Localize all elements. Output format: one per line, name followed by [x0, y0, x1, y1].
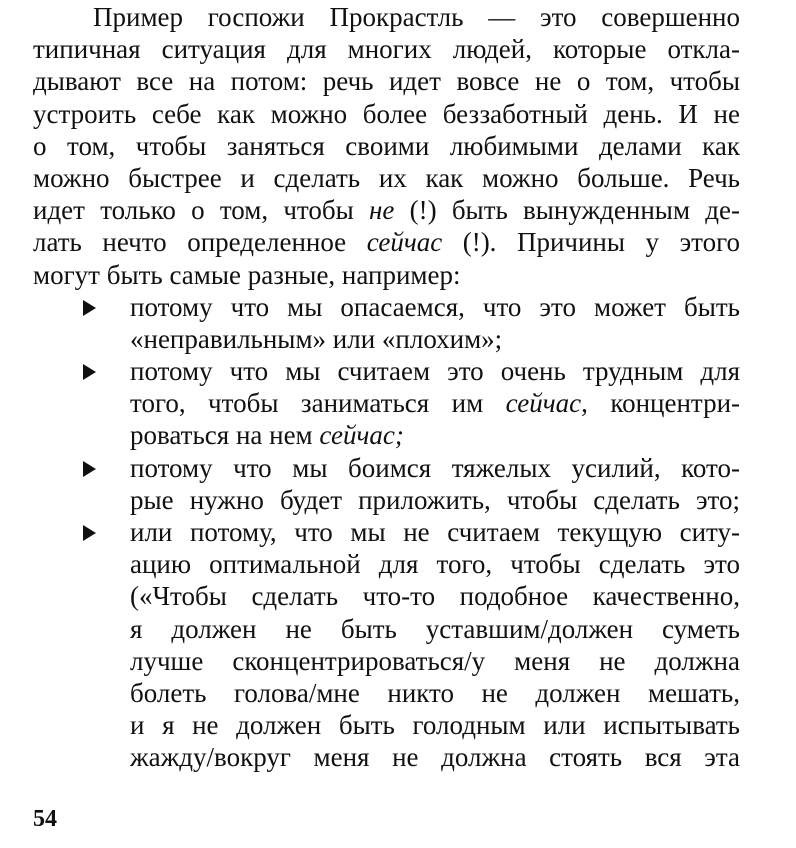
- italic-emphasis: сейчас: [366, 227, 443, 258]
- triangle-bullet-icon: [83, 300, 96, 316]
- text-line: [33, 387, 740, 419]
- text-span: лать нечто определенное: [33, 227, 367, 258]
- text-span: идет только о том, чтобы: [33, 195, 369, 226]
- text-line: Пример госпожи Прокрастль — это совершенно: [93, 2, 740, 32]
- text-line: болеть голова/мне никто не должен мешать,: [130, 677, 740, 708]
- text-span: или потому, что мы не считаем текущую ситу-: [130, 517, 740, 547]
- text-line: [33, 226, 740, 258]
- text-span: потому что мы считаем это очень трудным для: [130, 356, 740, 387]
- text-span: , концентри-: [581, 388, 741, 419]
- bullet-item: [33, 516, 740, 548]
- text-line: «неправильным» или «плохим»;: [130, 323, 503, 354]
- text-span: того, чтобы заниматься им: [130, 388, 506, 419]
- text-line: [33, 419, 740, 451]
- text-span: роваться на нем: [130, 420, 320, 451]
- text-line: я должен не быть уставшим/должен суметь: [130, 613, 740, 644]
- text-line: дывают все на потом: речь идет вовсе не о том, чтобы: [33, 66, 740, 97]
- triangle-bullet-icon: [83, 364, 96, 380]
- page-body: [33, 1, 740, 774]
- text-line: («Чтобы сделать что-то подобное качественно,: [130, 581, 740, 612]
- text-span: (!). Причины у этого: [442, 227, 740, 258]
- bullet-item: [33, 355, 740, 387]
- text-span: потому что мы боимся тяжелых усилий, кото-: [130, 452, 740, 483]
- bullet-item: [33, 291, 740, 323]
- italic-emphasis: сейчас;: [319, 420, 404, 451]
- text-line: рые нужно будет приложить, чтобы сделать это;: [130, 484, 740, 515]
- text-line: могут быть самые разные, например:: [33, 259, 461, 290]
- text-line: и я не должен быть голодным или испытывать: [130, 710, 740, 741]
- text-span: потому что мы опасаемся, что это может быть: [130, 291, 740, 322]
- text-line: устроить себе как можно более беззаботный день. И не: [33, 98, 740, 129]
- text-line: о том, чтобы заняться своими любимыми делами как: [33, 130, 740, 161]
- text-line: типичная ситуация для многих людей, которые откла-: [33, 34, 740, 65]
- bullet-item: [33, 452, 740, 484]
- italic-emphasis: не: [368, 195, 395, 226]
- text-span: (!) быть вынужденным де-: [394, 195, 740, 226]
- text-line: можно быстрее и сделать их как можно больше. Речь: [33, 162, 740, 193]
- triangle-bullet-icon: [83, 525, 96, 541]
- text-line: лучше сконцентрироваться/у меня не должна: [130, 645, 740, 676]
- triangle-bullet-icon: [83, 461, 96, 477]
- text-line: [33, 194, 740, 226]
- text-line: жажду/вокруг меня не должна стоять вся эта: [130, 742, 740, 773]
- page-number: 54: [33, 806, 57, 832]
- italic-emphasis: сейчас: [505, 388, 582, 419]
- text-line: ацию оптимальной для того, чтобы сделать это: [130, 549, 740, 580]
